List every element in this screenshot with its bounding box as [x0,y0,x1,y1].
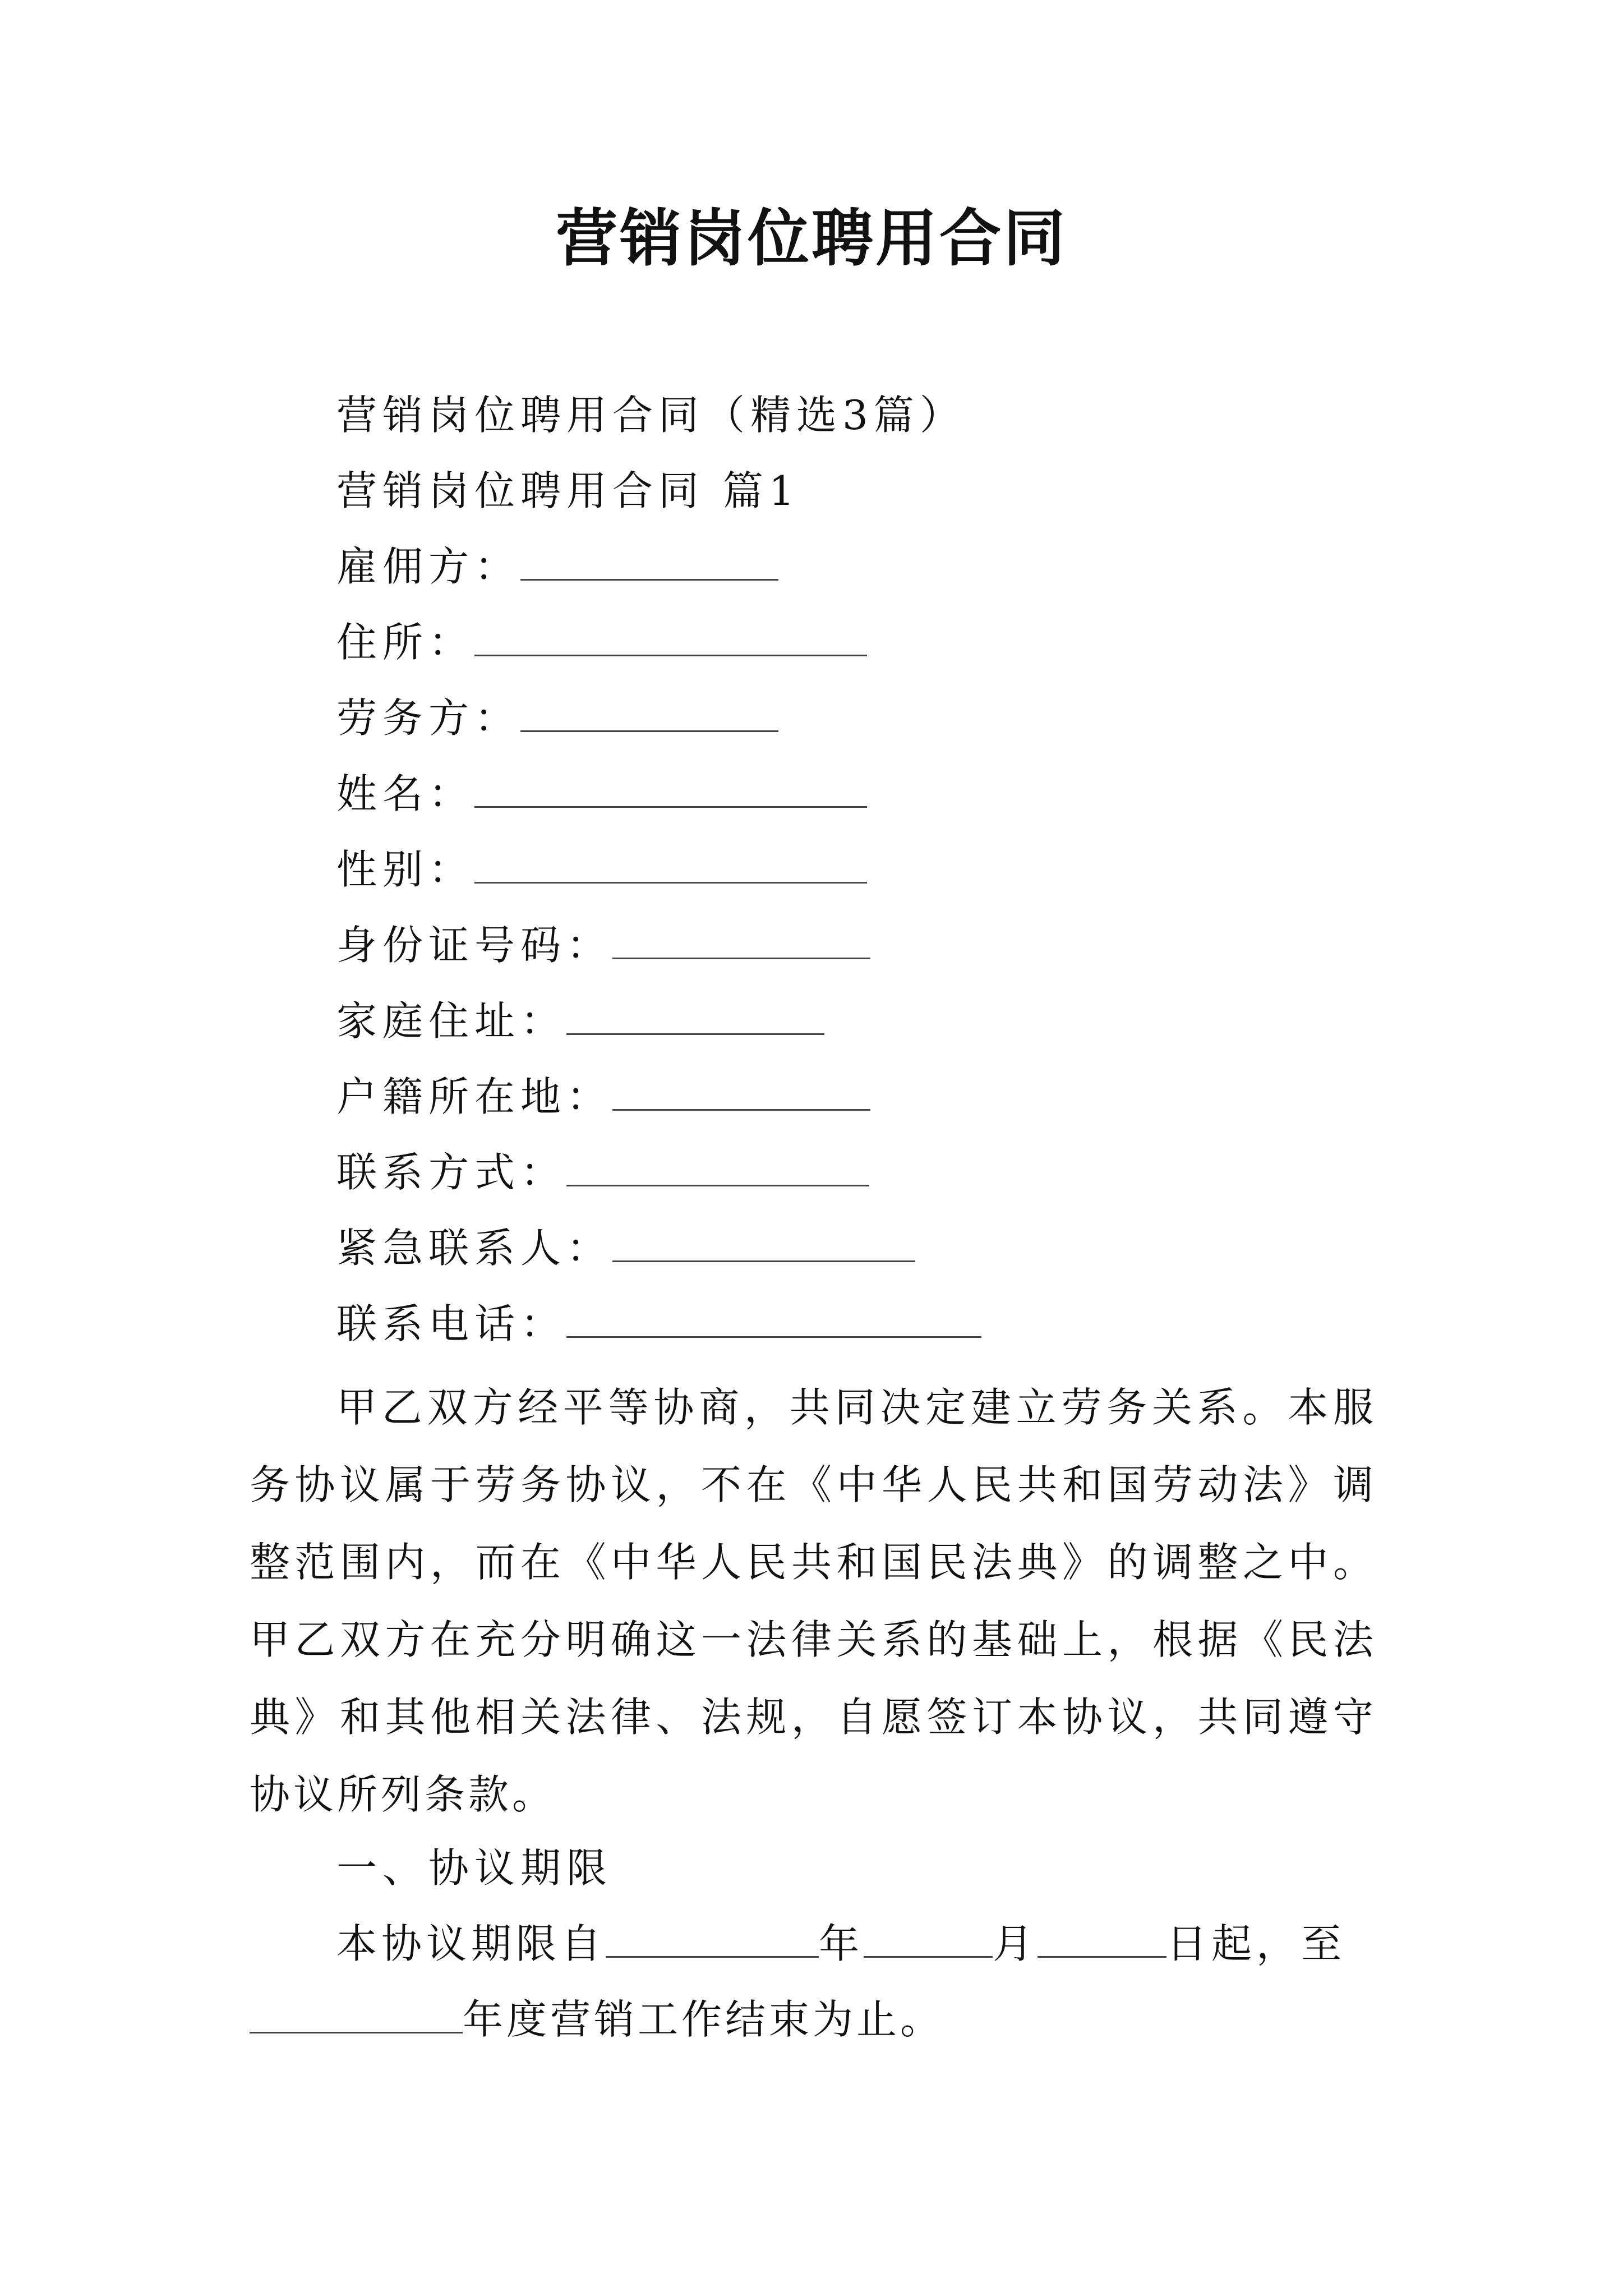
intro-paragraph: 甲乙双方经平等协商，共同决定建立劳务关系。本服务协议属于劳务协议，不在《中华人民共和国劳动法》调整范围内，而在《中华人民共和国民法典》的调整之中。甲乙双方在充分明确这一法律关系的基础上，根据《民法典》和其他相关法律、法规，自愿签订本协议，共同遵守协议所列条款。 [250,1384,1377,1818]
blank-line [864,1921,993,1958]
term-line-1: 本协议期限自 年 月 日起，至 [336,1920,1347,1967]
document-subtitle: 营销岗位聘用合同（精选3篇） [336,392,966,439]
blank-line [612,923,870,959]
field-label: 性别： [336,846,475,893]
field-label: 联系方式： [336,1149,567,1196]
field-emergency-contact [336,1220,915,1276]
section-heading: 营销岗位聘用合同 篇1 [336,467,800,514]
field-label: 身份证号码： [336,922,613,969]
field-contact-method [336,1144,869,1200]
blank-line [566,1301,981,1338]
field-phone [336,1296,981,1352]
field-label: 劳务方： [336,694,521,742]
blank-line [612,1226,915,1262]
field-home-address [336,993,824,1049]
field-address [336,614,867,670]
field-id-number [336,917,870,973]
field-label: 住所： [336,619,475,666]
blank-line [520,696,778,732]
field-household-registration [336,1069,870,1125]
field-label: 紧急联系人： [336,1225,613,1272]
blank-line [606,1921,819,1958]
field-label: 联系电话： [336,1300,567,1347]
blank-line [474,847,867,884]
blank-line [250,1997,463,2033]
blank-line [612,1074,870,1111]
field-label: 姓名： [336,770,475,817]
clause-heading: 一、协议期限 [336,1844,613,1892]
blank-line [474,620,867,656]
field-name [336,766,867,822]
field-label: 户籍所在地： [336,1073,613,1120]
blank-line [566,999,824,1035]
field-employer [336,539,778,595]
blank-line [566,1150,869,1186]
field-service-provider [336,690,778,746]
document-title: 营销岗位聘用合同 [556,202,1067,274]
field-gender [336,841,867,898]
field-label: 家庭住址： [336,997,567,1045]
term-line-2: 年度营销工作结束为止。 [250,1991,1377,2047]
field-label: 雇佣方： [336,543,521,590]
blank-line [474,771,867,808]
blank-line [1038,1921,1166,1958]
blank-line [520,544,778,581]
